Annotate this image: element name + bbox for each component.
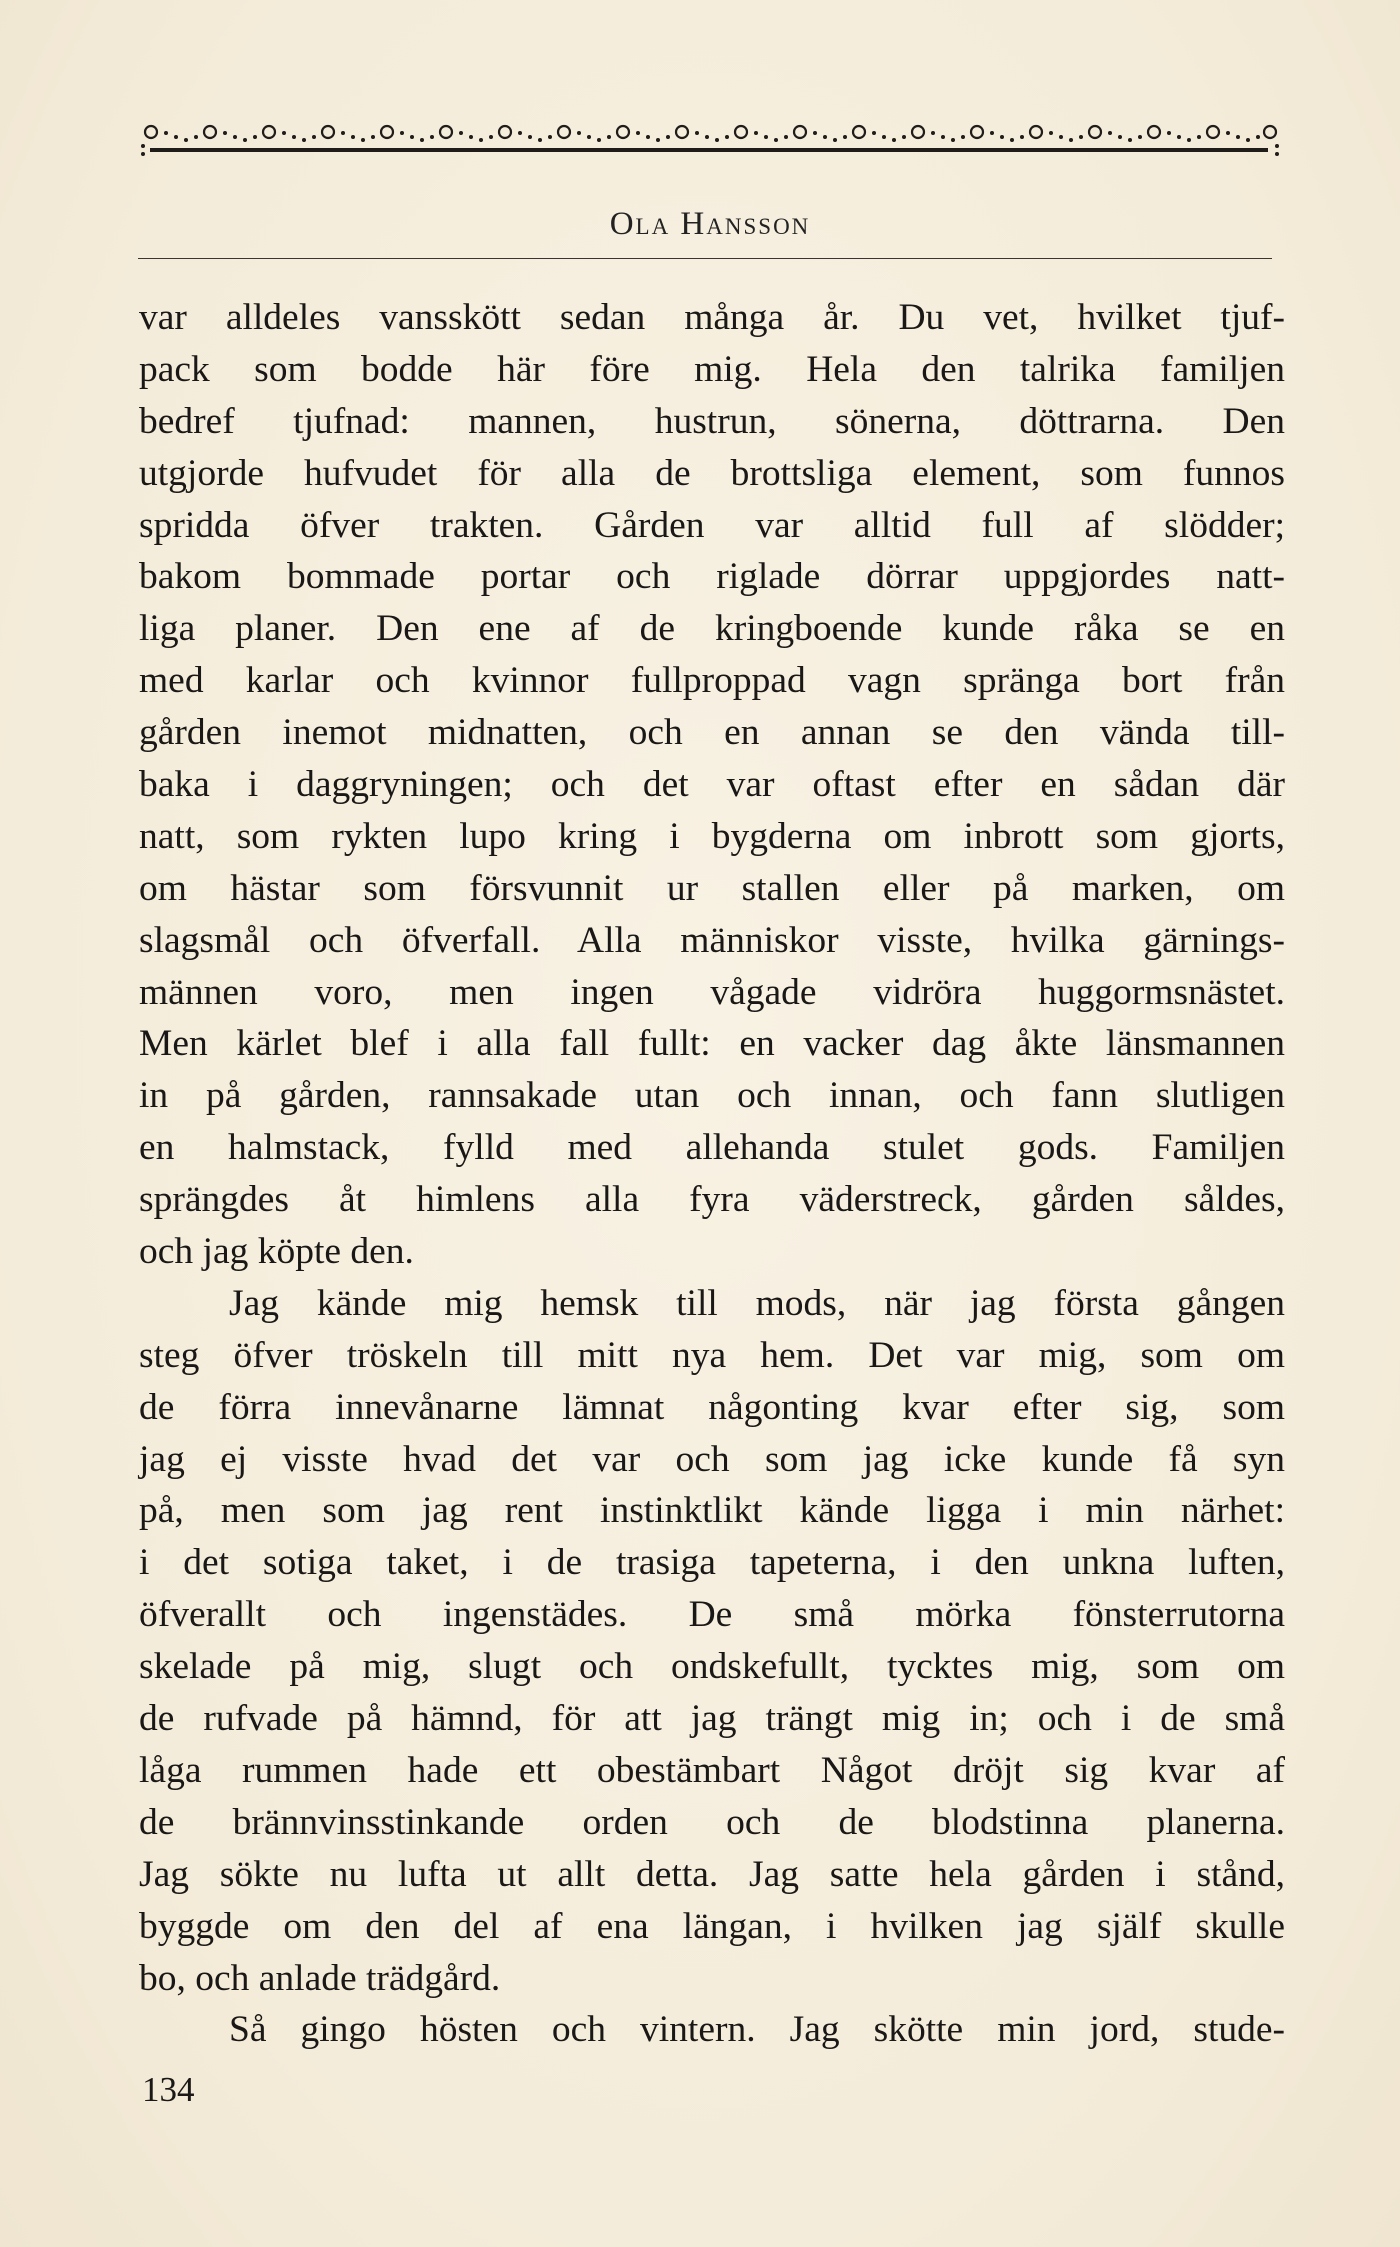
text-line: sprängdes åt himlens alla fyra väderstreck, gården såldes,	[139, 1179, 1285, 1221]
text-line: de förra innevånarne lämnat någonting kvar efter sig, som	[139, 1386, 1285, 1428]
text-line: de brännvinsstinkande orden och de blodstinna planerna.	[139, 1801, 1285, 1843]
decorative-header-ornament	[140, 118, 1280, 170]
ornament-bar	[150, 148, 1268, 152]
text-line: baka i daggryningen; och det var oftast efter en sådan där	[139, 764, 1285, 806]
text-line: Jag kände mig hemsk till mods, när jag första gången	[229, 1282, 1285, 1324]
text-line: var alldeles vansskött sedan många år. Du vet, hvilket tjuf-	[139, 297, 1285, 338]
text-line: på, men som jag rent instinktlikt kände ligga i min närhet:	[139, 1490, 1285, 1532]
text-line: natt, som rykten lupo kring i bygderna om inbrott som gjorts,	[139, 815, 1285, 857]
body-text	[139, 292, 1285, 2056]
text-line: bakom bommade portar och riglade dörrar uppgjordes natt-	[139, 556, 1285, 598]
text-line: liga planer. Den ene af de kringboende kunde råka se en	[139, 608, 1285, 650]
text-line: låga rummen hade ett obestämbart Något dröjt sig kvar af	[139, 1749, 1285, 1791]
text-line: med karlar och kvinnor fullproppad vagn spränga bort från	[139, 660, 1285, 702]
text-line: bedref tjufnad: mannen, hustrun, sönerna, döttrarna. Den	[139, 400, 1285, 442]
page-number: 134	[142, 2070, 195, 2109]
text-line: Men kärlet blef i alla fall fullt: en vacker dag åkte länsmannen	[139, 1023, 1285, 1065]
text-line: männen voro, men ingen vågade vidröra huggormsnästet.	[139, 971, 1285, 1013]
text-line: Jag sökte nu lufta ut allt detta. Jag satte hela gården i stånd,	[139, 1853, 1285, 1895]
text-line: in på gården, rannsakade utan och innan, och fann slutligen	[139, 1075, 1285, 1117]
text-line: steg öfver tröskeln till mitt nya hem. Det var mig, som om	[139, 1334, 1285, 1376]
text-line: jag ej visste hvad det var och som jag icke kunde få syn	[139, 1438, 1285, 1480]
text-line: skelade på mig, slugt och ondskefullt, tycktes mig, som om	[139, 1646, 1285, 1688]
text-line: öfverallt och ingenstädes. De små mörka fönsterrutorna	[139, 1594, 1285, 1636]
text-line: utgjorde hufvudet för alla de brottsliga element, som funnos	[139, 452, 1285, 494]
text-line: bo, och anlade trädgård.	[139, 1957, 501, 1999]
text-line: pack som bodde här före mig. Hela den talrika familjen	[139, 348, 1285, 390]
text-line: och jag köpte den.	[139, 1231, 414, 1273]
text-line: om hästar som försvunnit ur stallen eller på marken, om	[139, 867, 1285, 909]
ornament-dots	[141, 131, 1279, 156]
text-line: en halmstack, fylld med allehanda stulet gods. Familjen	[139, 1127, 1285, 1169]
text-line: slagsmål och öfverfall. Alla människor visste, hvilka gärnings-	[139, 919, 1285, 961]
running-head: Ola Hansson	[609, 206, 811, 242]
header-rule	[138, 258, 1272, 259]
text-line: byggde om den del af ena längan, i hvilken jag själf skulle	[139, 1905, 1285, 1947]
text-line: i det sotiga taket, i de trasiga tapeterna, i den unkna luften,	[139, 1542, 1285, 1584]
text-line: de rufvade på hämnd, för att jag trängt mig in; och i de små	[139, 1698, 1285, 1740]
text-line: gården inemot midnatten, och en annan se den vända till-	[139, 712, 1285, 754]
text-line: Så gingo hösten och vintern. Jag skötte min jord, stude-	[229, 2009, 1285, 2051]
text-line: spridda öfver trakten. Gården var alltid full af slödder;	[139, 504, 1285, 546]
